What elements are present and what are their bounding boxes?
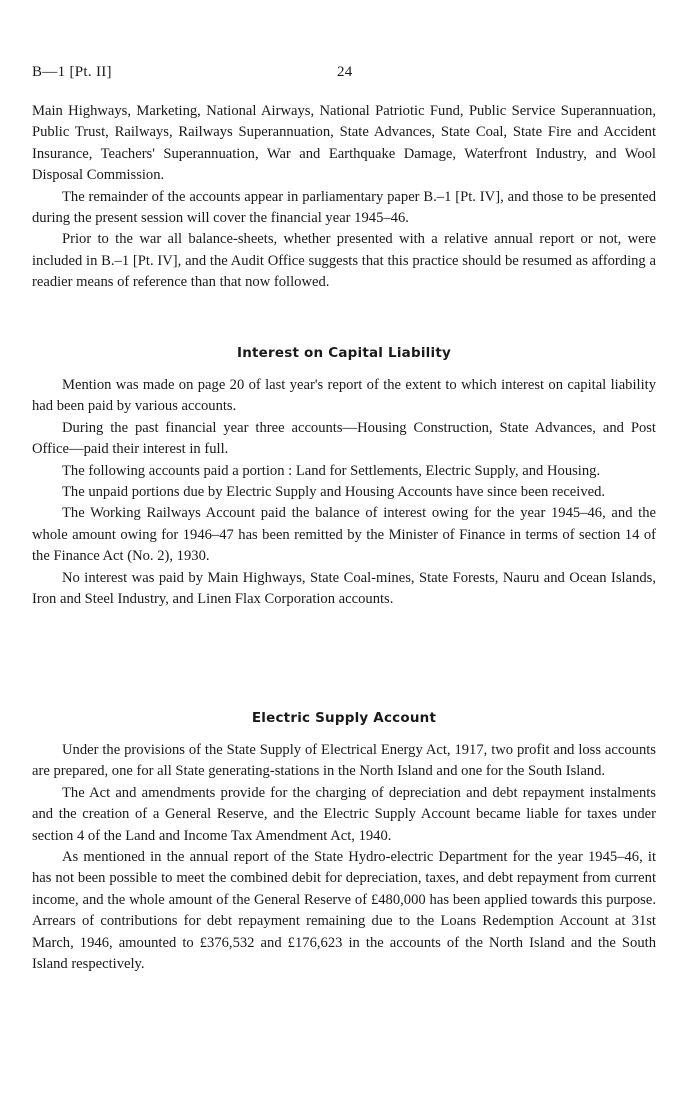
page-number: 24 — [337, 64, 353, 80]
opening-text — [32, 101, 656, 294]
paragraph: The Working Railways Account paid the balance of interest owing for the year 1945–46, and the whole amount owing for 1946–47 has been remitted by the Minister of Finance in terms of section 14 of the Finance Act (No. 2), 1930. — [32, 505, 656, 565]
paragraph: The remainder of the accounts appear in parliamentary paper B.–1 [Pt. IV], and those to be presented during the present session will cover the financial year 1945–46. — [32, 188, 656, 227]
paragraph: The unpaid portions due by Electric Supply and Housing Accounts have since been received. — [62, 484, 606, 501]
paragraph: Mention was made on page 20 of last year's report of the extent to which interest on capital liability had been paid by various accounts. — [32, 377, 656, 415]
running-head — [32, 64, 656, 86]
paper-reference: B—1 [Pt. II] — [32, 64, 112, 80]
paragraph: The following accounts paid a portion : Land for Settlements, Electric Supply, and Housing. — [62, 462, 601, 479]
paragraph: Main Highways, Marketing, National Airways, National Patriotic Fund, Public Service Superannuation, Public Trust, Railways, Railways Superannuation, State Advances, State Coal, State Fire and Accident Insurance, Teachers' Superannuation, War and Earthquake Damage, Waterfront Industry, and Wool Disposal Commission. — [32, 103, 656, 184]
paragraph: As mentioned in the annual report of the State Hydro-electric Department for the year 1945–46, it has not been possible to meet the combined debit for depreciation, taxes, and debt repayment from current income, and the whole amount of the General Reserve of £480,000 has been applied towards this purpose. Arrears of contributions for debt repayment remaining due to the Loans Redemption Account at 31st March, 1946, amounted to £376,532 and £176,623 in the accounts of the North Island and the South Island respectively. — [32, 849, 656, 973]
paragraph: The Act and amendments provide for the charging of depreciation and debt repayment instalments and the creation of a General Reserve, and the Electric Supply Account became liable for taxes under section 4 of the Land and Income Tax Amendment Act, 1940. — [32, 784, 656, 844]
paragraph: Prior to the war all balance-sheets, whether presented with a relative annual report or not, were included in B.–1 [Pt. IV], and the Audit Office suggests that this practice should be resumed as affording a readier means of reference than that now followed. — [32, 231, 656, 291]
paragraph: Under the provisions of the State Supply of Electrical Energy Act, 1917, two profit and loss accounts are prepared, one for all State generating-stations in the North Island and one for the South Island. — [32, 742, 656, 780]
electric-section-text — [32, 740, 656, 975]
section-heading-electric-supply: Electric Supply Account — [251, 710, 437, 726]
interest-section-text — [32, 375, 656, 610]
section-heading-interest: Interest on Capital Liability — [237, 345, 451, 361]
paragraph: No interest was paid by Main Highways, State Coal-mines, State Forests, Nauru and Ocean Islands, Iron and Steel Industry, and Linen Flax Corporation accounts. — [32, 569, 656, 608]
paragraph: During the past financial year three accounts—Housing Construction, State Advances, and Post Office—paid their interest in full. — [32, 419, 656, 458]
